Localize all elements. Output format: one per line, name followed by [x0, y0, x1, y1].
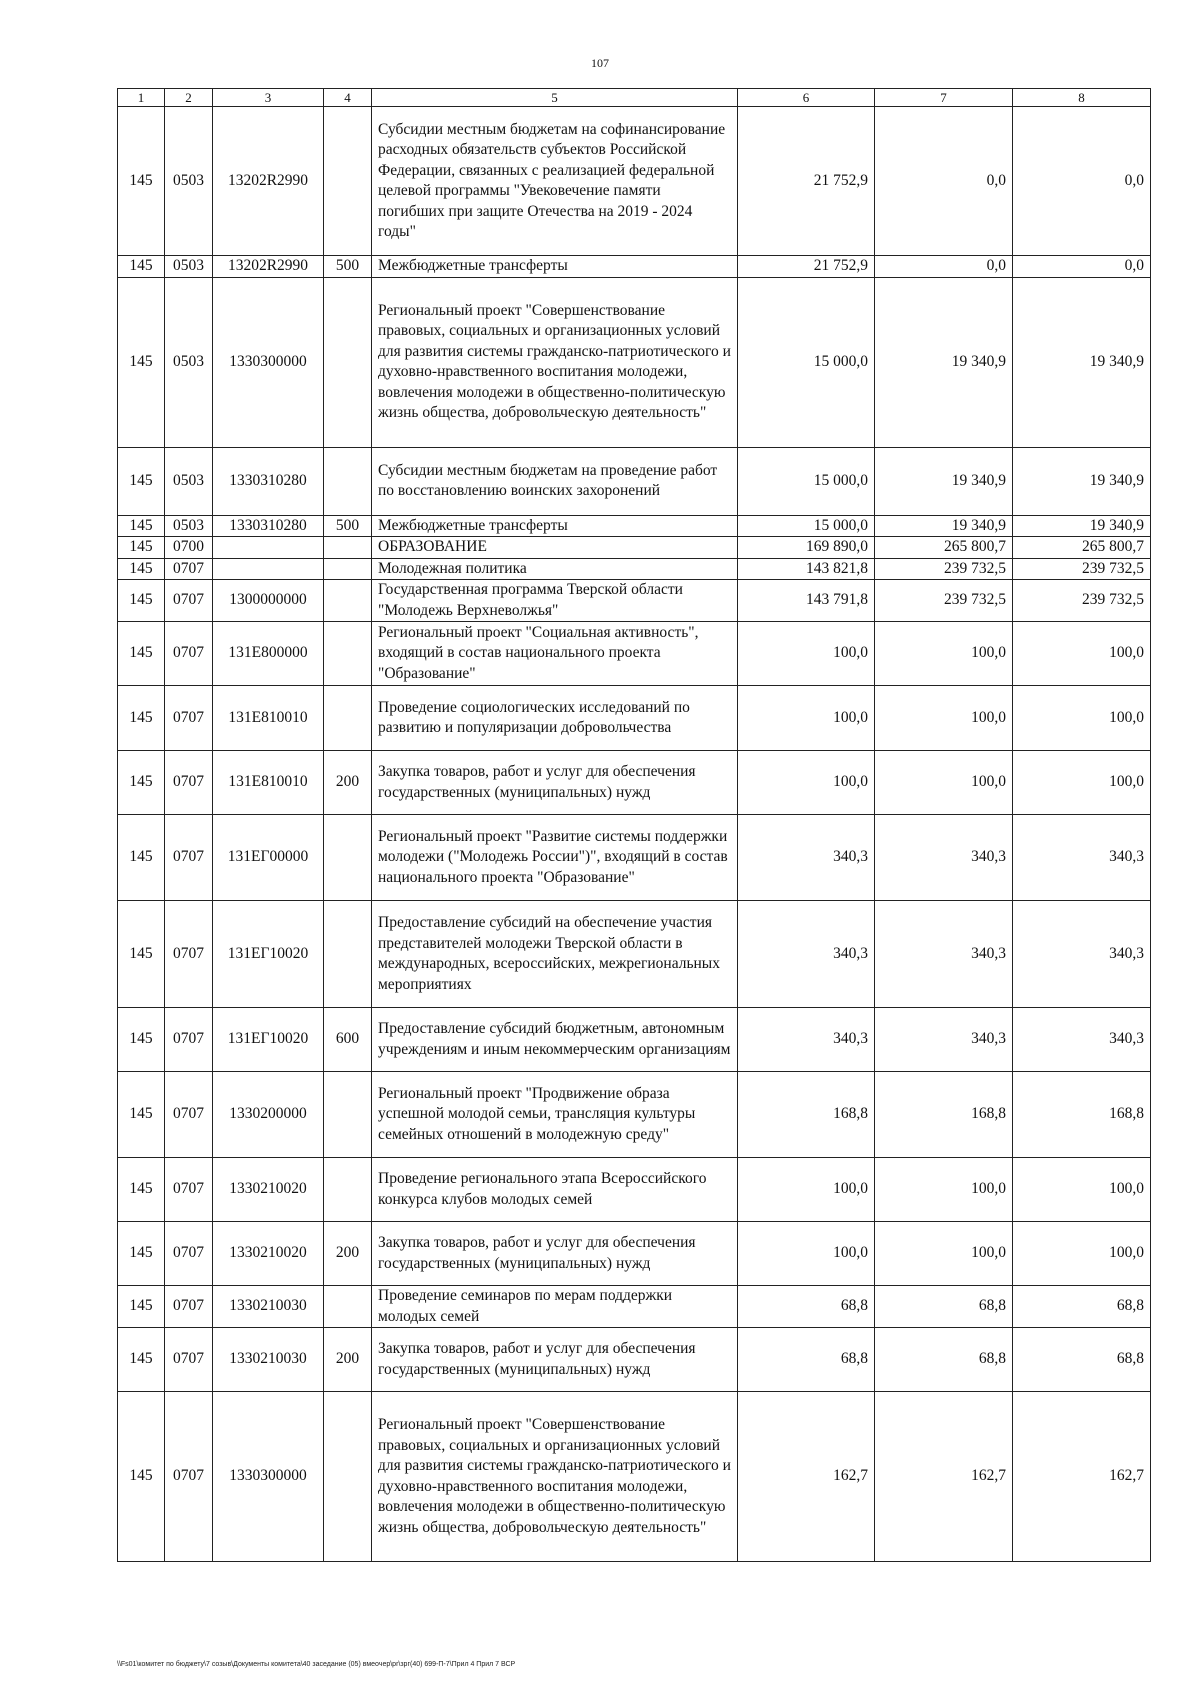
amount-col8-cell: 239 732,5 — [1013, 558, 1151, 580]
column-header: 6 — [738, 89, 875, 107]
amount-col6-cell: 68,8 — [738, 1328, 875, 1392]
section-code-cell: 0707 — [165, 686, 213, 751]
table-row — [118, 1222, 1151, 1286]
section-code-cell: 0707 — [165, 1158, 213, 1222]
description-cell: Межбюджетные трансферты — [372, 515, 738, 537]
amount-col7-cell: 68,8 — [875, 1286, 1013, 1328]
expense-type-cell: 600 — [324, 1008, 372, 1072]
ministry-code-cell: 145 — [118, 622, 165, 686]
amount-col6-cell: 169 890,0 — [738, 537, 875, 559]
description-cell: Предоставление субсидий на обеспечение участия представителей молодежи Тверской области в международных, всероссийских, межрегиональных мероприятиях — [372, 901, 738, 1008]
table-row — [118, 901, 1151, 1008]
amount-col6-cell: 168,8 — [738, 1072, 875, 1158]
table-row — [118, 1072, 1151, 1158]
description-cell: Государственная программа Тверской области "Молодежь Верхневолжья" — [372, 580, 738, 622]
amount-col6-cell: 340,3 — [738, 901, 875, 1008]
amount-col6-cell: 143 791,8 — [738, 580, 875, 622]
amount-col8-cell: 100,0 — [1013, 1158, 1151, 1222]
column-number-row — [118, 89, 1151, 107]
target-article-cell: 13202R2990 — [213, 107, 324, 256]
page-number: 107 — [591, 56, 609, 70]
expense-type-cell — [324, 537, 372, 559]
column-header: 1 — [118, 89, 165, 107]
amount-col7-cell: 0,0 — [875, 256, 1013, 278]
description-cell: Межбюджетные трансферты — [372, 256, 738, 278]
amount-col7-cell: 168,8 — [875, 1072, 1013, 1158]
amount-col8-cell: 265 800,7 — [1013, 537, 1151, 559]
amount-col6-cell: 100,0 — [738, 686, 875, 751]
section-code-cell: 0700 — [165, 537, 213, 559]
expense-type-cell — [324, 277, 372, 447]
target-article-cell: 1330310280 — [213, 515, 324, 537]
ministry-code-cell: 145 — [118, 1072, 165, 1158]
section-code-cell: 0707 — [165, 751, 213, 815]
ministry-code-cell: 145 — [118, 515, 165, 537]
section-code-cell: 0503 — [165, 256, 213, 278]
section-code-cell: 0707 — [165, 558, 213, 580]
amount-col8-cell: 340,3 — [1013, 901, 1151, 1008]
amount-col6-cell: 15 000,0 — [738, 277, 875, 447]
amount-col6-cell: 100,0 — [738, 1222, 875, 1286]
ministry-code-cell: 145 — [118, 537, 165, 559]
amount-col6-cell: 15 000,0 — [738, 447, 875, 515]
amount-col7-cell: 239 732,5 — [875, 558, 1013, 580]
ministry-code-cell: 145 — [118, 901, 165, 1008]
section-code-cell: 0707 — [165, 1072, 213, 1158]
table-row — [118, 815, 1151, 901]
table-row — [118, 558, 1151, 580]
amount-col6-cell: 162,7 — [738, 1392, 875, 1562]
amount-col6-cell: 100,0 — [738, 622, 875, 686]
expense-type-cell: 200 — [324, 751, 372, 815]
amount-col8-cell: 340,3 — [1013, 815, 1151, 901]
amount-col6-cell: 21 752,9 — [738, 256, 875, 278]
amount-col7-cell: 19 340,9 — [875, 515, 1013, 537]
target-article-cell: 1330200000 — [213, 1072, 324, 1158]
amount-col8-cell: 100,0 — [1013, 751, 1151, 815]
expense-type-cell — [324, 580, 372, 622]
description-cell: ОБРАЗОВАНИЕ — [372, 537, 738, 559]
amount-col7-cell: 340,3 — [875, 901, 1013, 1008]
ministry-code-cell: 145 — [118, 107, 165, 256]
description-cell: Региональный проект "Развитие системы поддержки молодежи ("Молодежь России")", входящий в состав национального проекта "Образование" — [372, 815, 738, 901]
target-article-cell: 131E810010 — [213, 686, 324, 751]
amount-col7-cell: 162,7 — [875, 1392, 1013, 1562]
section-code-cell: 0707 — [165, 815, 213, 901]
amount-col8-cell: 19 340,9 — [1013, 515, 1151, 537]
target-article-cell: 1330210020 — [213, 1158, 324, 1222]
ministry-code-cell: 145 — [118, 815, 165, 901]
target-article-cell: 1330210030 — [213, 1328, 324, 1392]
amount-col7-cell: 340,3 — [875, 815, 1013, 901]
table-row — [118, 1008, 1151, 1072]
table-row — [118, 277, 1151, 447]
amount-col8-cell: 340,3 — [1013, 1008, 1151, 1072]
description-cell: Проведение семинаров по мерам поддержки молодых семей — [372, 1286, 738, 1328]
amount-col8-cell: 19 340,9 — [1013, 447, 1151, 515]
description-cell: Предоставление субсидий бюджетным, автономным учреждениям и иным некоммерческим организациям — [372, 1008, 738, 1072]
amount-col6-cell: 340,3 — [738, 815, 875, 901]
section-code-cell: 0503 — [165, 515, 213, 537]
target-article-cell — [213, 537, 324, 559]
section-code-cell: 0707 — [165, 1286, 213, 1328]
amount-col7-cell: 265 800,7 — [875, 537, 1013, 559]
expense-type-cell — [324, 1392, 372, 1562]
description-cell: Региональный проект "Совершенствование правовых, социальных и организационных условий для развития системы гражданско-патриотического и духовно-нравственного воспитания молодежи, вовлечения молодежи в общественно-политическую жизнь общества, добровольческую деятельность" — [372, 1392, 738, 1562]
expense-type-cell — [324, 107, 372, 256]
ministry-code-cell: 145 — [118, 1158, 165, 1222]
target-article-cell: 1330310280 — [213, 447, 324, 515]
table-row — [118, 537, 1151, 559]
amount-col8-cell: 162,7 — [1013, 1392, 1151, 1562]
section-code-cell: 0707 — [165, 580, 213, 622]
expense-type-cell — [324, 1072, 372, 1158]
amount-col8-cell: 19 340,9 — [1013, 277, 1151, 447]
expense-type-cell: 200 — [324, 1328, 372, 1392]
target-article-cell: 131E800000 — [213, 622, 324, 686]
column-header: 4 — [324, 89, 372, 107]
amount-col7-cell: 239 732,5 — [875, 580, 1013, 622]
footer-file-path: \\Fs01\комитет по бюджету\7 созыв\Документы комитета\40 заседание (05) вмеочер\pr\зрг(40) 699-П-7\Прил 4 Прил 7 ВСР — [117, 1661, 516, 1668]
table-row — [118, 580, 1151, 622]
target-article-cell — [213, 558, 324, 580]
amount-col7-cell: 68,8 — [875, 1328, 1013, 1392]
expense-type-cell: 200 — [324, 1222, 372, 1286]
description-cell: Закупка товаров, работ и услуг для обеспечения государственных (муниципальных) нужд — [372, 1328, 738, 1392]
amount-col6-cell: 340,3 — [738, 1008, 875, 1072]
ministry-code-cell: 145 — [118, 1392, 165, 1562]
table-row — [118, 686, 1151, 751]
amount-col6-cell: 100,0 — [738, 751, 875, 815]
ministry-code-cell: 145 — [118, 558, 165, 580]
section-code-cell: 0707 — [165, 622, 213, 686]
ministry-code-cell: 145 — [118, 1222, 165, 1286]
column-header: 5 — [372, 89, 738, 107]
amount-col7-cell: 100,0 — [875, 1158, 1013, 1222]
target-article-cell: 1330210020 — [213, 1222, 324, 1286]
section-code-cell: 0503 — [165, 447, 213, 515]
target-article-cell: 1330300000 — [213, 277, 324, 447]
table-row — [118, 1286, 1151, 1328]
amount-col8-cell: 68,8 — [1013, 1286, 1151, 1328]
expense-type-cell: 500 — [324, 256, 372, 278]
expense-type-cell — [324, 1286, 372, 1328]
budget-table — [117, 88, 1151, 1562]
description-cell: Проведение регионального этапа Всероссийского конкурса клубов молодых семей — [372, 1158, 738, 1222]
description-cell: Региональный проект "Социальная активность", входящий в состав национального проекта "Образование" — [372, 622, 738, 686]
ministry-code-cell: 145 — [118, 1008, 165, 1072]
amount-col7-cell: 19 340,9 — [875, 277, 1013, 447]
column-header: 8 — [1013, 89, 1151, 107]
section-code-cell: 0707 — [165, 1222, 213, 1286]
description-cell: Молодежная политика — [372, 558, 738, 580]
description-cell: Региональный проект "Продвижение образа успешной молодой семьи, трансляция культуры семейных отношений в молодежную среду" — [372, 1072, 738, 1158]
expense-type-cell: 500 — [324, 515, 372, 537]
amount-col6-cell: 21 752,9 — [738, 107, 875, 256]
target-article-cell: 131ЕГ10020 — [213, 1008, 324, 1072]
ministry-code-cell: 145 — [118, 1328, 165, 1392]
section-code-cell: 0707 — [165, 1392, 213, 1562]
amount-col8-cell: 100,0 — [1013, 622, 1151, 686]
target-article-cell: 1330210030 — [213, 1286, 324, 1328]
amount-col8-cell: 100,0 — [1013, 1222, 1151, 1286]
amount-col7-cell: 19 340,9 — [875, 447, 1013, 515]
table-row — [118, 1392, 1151, 1562]
ministry-code-cell: 145 — [118, 751, 165, 815]
amount-col6-cell: 15 000,0 — [738, 515, 875, 537]
target-article-cell: 131ЕГ10020 — [213, 901, 324, 1008]
target-article-cell: 131E810010 — [213, 751, 324, 815]
description-cell: Проведение социологических исследований по развитию и популяризации добровольчества — [372, 686, 738, 751]
description-cell: Региональный проект "Совершенствование правовых, социальных и организационных условий для развития системы гражданско-патриотического и духовно-нравственного воспитания молодежи, вовлечения молодежи в общественно-политическую жизнь общества, добровольческую деятельность" — [372, 277, 738, 447]
description-cell: Субсидии местным бюджетам на софинансирование расходных обязательств субъектов Российской Федерации, связанных с реализацией федеральной целевой программы "Увековечение памяти погибших при защите Отечества на 2019 - 2024 годы" — [372, 107, 738, 256]
section-code-cell: 0503 — [165, 277, 213, 447]
ministry-code-cell: 145 — [118, 686, 165, 751]
amount-col8-cell: 168,8 — [1013, 1072, 1151, 1158]
expense-type-cell — [324, 815, 372, 901]
column-header: 7 — [875, 89, 1013, 107]
table-row — [118, 515, 1151, 537]
description-cell: Закупка товаров, работ и услуг для обеспечения государственных (муниципальных) нужд — [372, 751, 738, 815]
expense-type-cell — [324, 558, 372, 580]
column-header: 3 — [213, 89, 324, 107]
target-article-cell: 1330300000 — [213, 1392, 324, 1562]
expense-type-cell — [324, 447, 372, 515]
amount-col8-cell: 239 732,5 — [1013, 580, 1151, 622]
amount-col6-cell: 68,8 — [738, 1286, 875, 1328]
amount-col7-cell: 0,0 — [875, 107, 1013, 256]
section-code-cell: 0707 — [165, 1328, 213, 1392]
table-row — [118, 256, 1151, 278]
amount-col8-cell: 0,0 — [1013, 256, 1151, 278]
table-row — [118, 447, 1151, 515]
expense-type-cell — [324, 622, 372, 686]
target-article-cell: 131ЕГ00000 — [213, 815, 324, 901]
table-row — [118, 107, 1151, 256]
amount-col7-cell: 340,3 — [875, 1008, 1013, 1072]
expense-type-cell — [324, 686, 372, 751]
ministry-code-cell: 145 — [118, 447, 165, 515]
section-code-cell: 0707 — [165, 1008, 213, 1072]
target-article-cell: 13202R2990 — [213, 256, 324, 278]
section-code-cell: 0707 — [165, 901, 213, 1008]
amount-col6-cell: 143 821,8 — [738, 558, 875, 580]
description-cell: Закупка товаров, работ и услуг для обеспечения государственных (муниципальных) нужд — [372, 1222, 738, 1286]
ministry-code-cell: 145 — [118, 277, 165, 447]
expense-type-cell — [324, 901, 372, 1008]
amount-col7-cell: 100,0 — [875, 622, 1013, 686]
ministry-code-cell: 145 — [118, 256, 165, 278]
amount-col7-cell: 100,0 — [875, 1222, 1013, 1286]
table-row — [118, 622, 1151, 686]
amount-col6-cell: 100,0 — [738, 1158, 875, 1222]
section-code-cell: 0503 — [165, 107, 213, 256]
amount-col7-cell: 100,0 — [875, 751, 1013, 815]
amount-col8-cell: 68,8 — [1013, 1328, 1151, 1392]
amount-col7-cell: 100,0 — [875, 686, 1013, 751]
target-article-cell: 1300000000 — [213, 580, 324, 622]
amount-col8-cell: 100,0 — [1013, 686, 1151, 751]
ministry-code-cell: 145 — [118, 580, 165, 622]
table-row — [118, 1158, 1151, 1222]
description-cell: Субсидии местным бюджетам на проведение работ по восстановлению воинских захоронений — [372, 447, 738, 515]
amount-col8-cell: 0,0 — [1013, 107, 1151, 256]
expense-type-cell — [324, 1158, 372, 1222]
table-row — [118, 751, 1151, 815]
table-row — [118, 1328, 1151, 1392]
ministry-code-cell: 145 — [118, 1286, 165, 1328]
column-header: 2 — [165, 89, 213, 107]
